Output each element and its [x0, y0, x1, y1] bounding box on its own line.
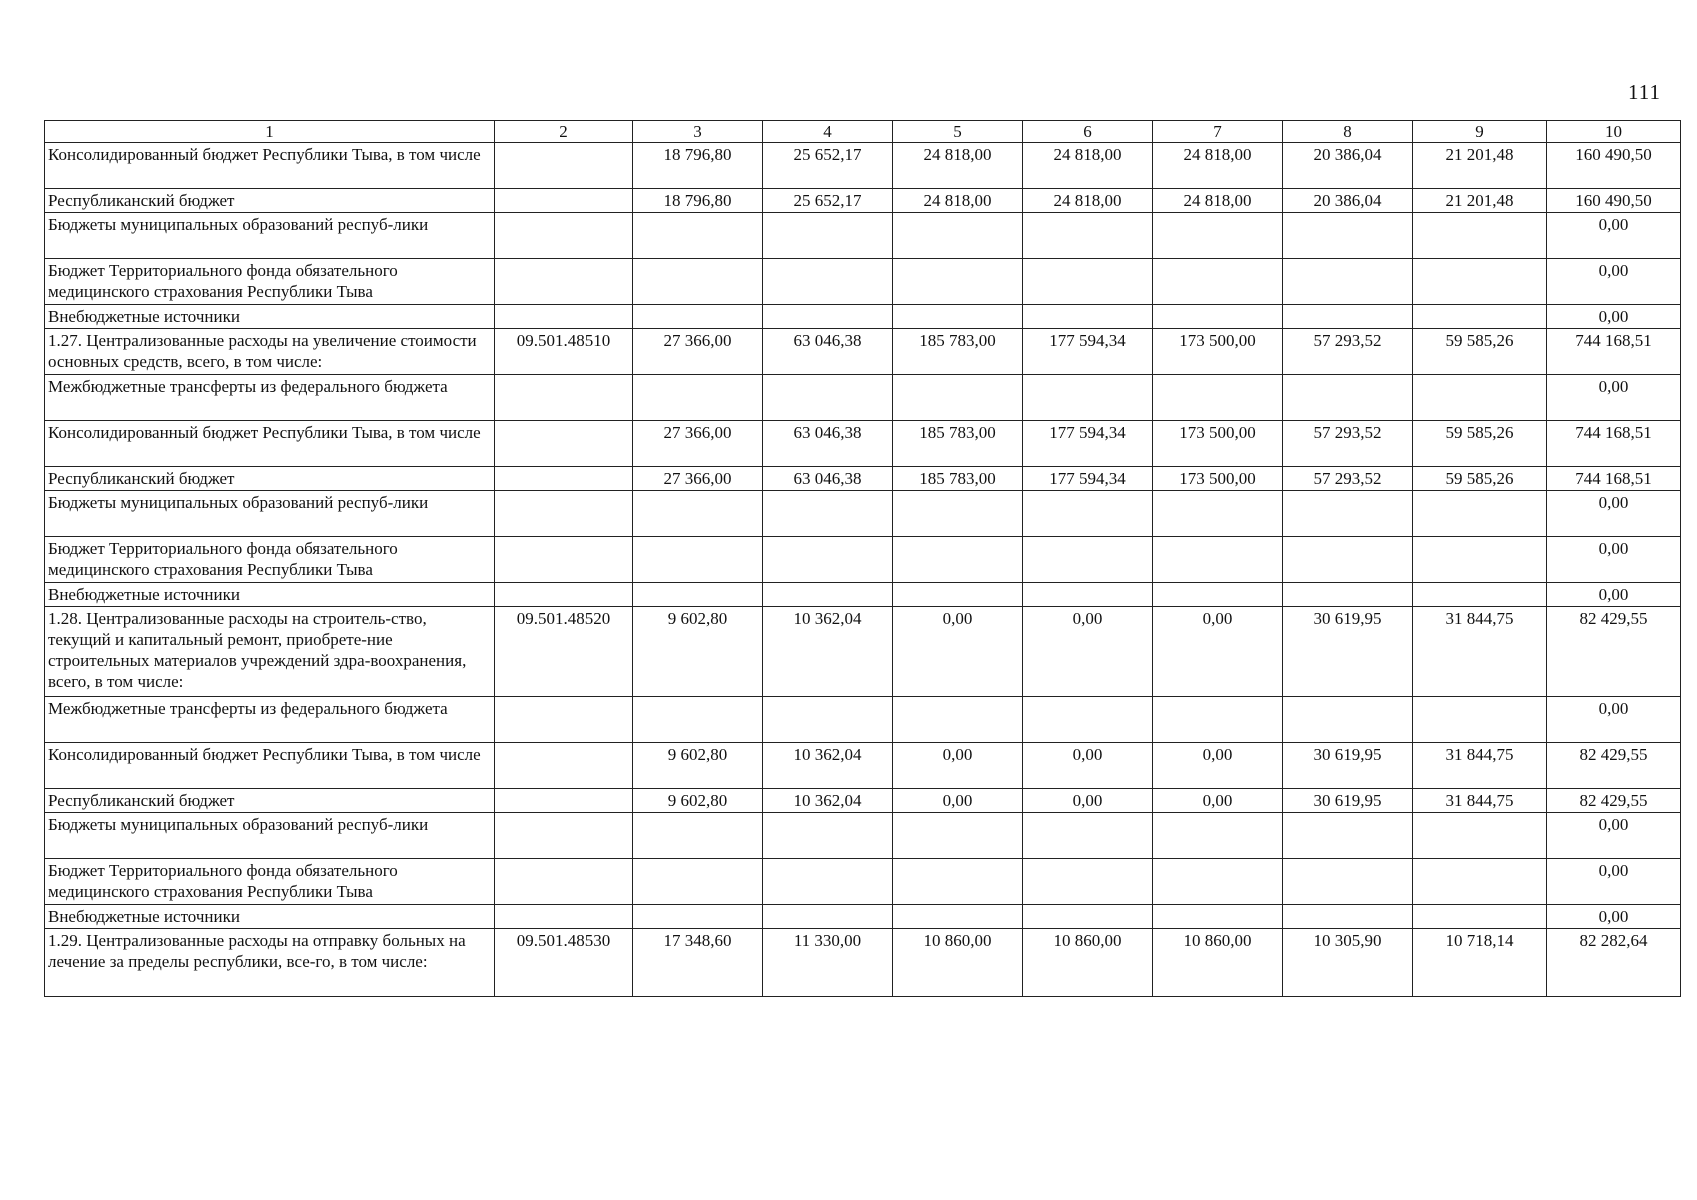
column-number: 5: [893, 121, 1023, 143]
year-value-cell: [763, 305, 893, 329]
year-value-cell: 63 046,38: [763, 421, 893, 467]
year-value-cell: 17 348,60: [633, 929, 763, 997]
row-name-cell: Бюджет Территориального фонда обязательного медицинского страхования Республики Тыва: [45, 259, 495, 305]
budget-code-cell: [495, 905, 633, 929]
row-name-cell: Внебюджетные источники: [45, 305, 495, 329]
year-value-cell: [893, 905, 1023, 929]
row-name-cell: Республиканский бюджет: [45, 789, 495, 813]
year-value-cell: [893, 583, 1023, 607]
year-value-cell: [1153, 859, 1283, 905]
year-value-cell: 31 844,75: [1413, 743, 1547, 789]
budget-code-cell: [495, 697, 633, 743]
year-value-cell: 21 201,48: [1413, 189, 1547, 213]
year-value-cell: [763, 491, 893, 537]
table-row: [45, 537, 1681, 583]
year-value-cell: [763, 813, 893, 859]
budget-code-cell: [495, 421, 633, 467]
year-value-cell: [1283, 537, 1413, 583]
year-value-cell: 0,00: [893, 789, 1023, 813]
year-value-cell: 10 362,04: [763, 789, 893, 813]
year-value-cell: [633, 537, 763, 583]
year-value-cell: 20 386,04: [1283, 189, 1413, 213]
year-value-cell: 10 362,04: [763, 743, 893, 789]
year-value-cell: [1153, 905, 1283, 929]
budget-code-cell: [495, 859, 633, 905]
table-row: [45, 789, 1681, 813]
year-value-cell: 59 585,26: [1413, 329, 1547, 375]
row-name-cell: Консолидированный бюджет Республики Тыва, в том числе: [45, 421, 495, 467]
year-value-cell: [893, 305, 1023, 329]
table-row: [45, 905, 1681, 929]
total-cell: 0,00: [1547, 259, 1681, 305]
budget-code-cell: [495, 375, 633, 421]
total-cell: 0,00: [1547, 813, 1681, 859]
year-value-cell: [633, 305, 763, 329]
year-value-cell: 10 860,00: [1153, 929, 1283, 997]
year-value-cell: [1023, 697, 1153, 743]
total-cell: 744 168,51: [1547, 421, 1681, 467]
total-cell: 0,00: [1547, 213, 1681, 259]
year-value-cell: 0,00: [1023, 607, 1153, 697]
year-value-cell: 173 500,00: [1153, 467, 1283, 491]
year-value-cell: 24 818,00: [1023, 189, 1153, 213]
total-cell: 744 168,51: [1547, 467, 1681, 491]
total-cell: 82 429,55: [1547, 743, 1681, 789]
year-value-cell: 0,00: [1023, 743, 1153, 789]
year-value-cell: [893, 859, 1023, 905]
year-value-cell: [633, 375, 763, 421]
year-value-cell: [633, 859, 763, 905]
year-value-cell: 63 046,38: [763, 467, 893, 491]
year-value-cell: [1283, 583, 1413, 607]
year-value-cell: [1283, 491, 1413, 537]
budget-code-cell: 09.501.48530: [495, 929, 633, 997]
table-row: [45, 189, 1681, 213]
year-value-cell: [763, 859, 893, 905]
column-number: 1: [45, 121, 495, 143]
column-number: 6: [1023, 121, 1153, 143]
year-value-cell: 57 293,52: [1283, 421, 1413, 467]
row-name-cell: Республиканский бюджет: [45, 467, 495, 491]
table-row: [45, 583, 1681, 607]
budget-code-cell: [495, 583, 633, 607]
year-value-cell: 24 818,00: [1153, 189, 1283, 213]
table-row: [45, 607, 1681, 697]
year-value-cell: [1283, 697, 1413, 743]
year-value-cell: [893, 537, 1023, 583]
year-value-cell: [1413, 491, 1547, 537]
budget-code-cell: [495, 789, 633, 813]
year-value-cell: [633, 813, 763, 859]
year-value-cell: 20 386,04: [1283, 143, 1413, 189]
year-value-cell: [1023, 583, 1153, 607]
table-row: [45, 467, 1681, 491]
table-row: [45, 697, 1681, 743]
year-value-cell: 24 818,00: [1023, 143, 1153, 189]
year-value-cell: 177 594,34: [1023, 467, 1153, 491]
year-value-cell: 57 293,52: [1283, 467, 1413, 491]
budget-code-cell: [495, 213, 633, 259]
year-value-cell: [1153, 213, 1283, 259]
year-value-cell: [1283, 259, 1413, 305]
table-row: [45, 421, 1681, 467]
year-value-cell: 10 305,90: [1283, 929, 1413, 997]
total-cell: 0,00: [1547, 537, 1681, 583]
year-value-cell: 30 619,95: [1283, 607, 1413, 697]
year-value-cell: 24 818,00: [893, 143, 1023, 189]
row-name-cell: Бюджеты муниципальных образований респуб-лики: [45, 813, 495, 859]
year-value-cell: [1283, 305, 1413, 329]
year-value-cell: [893, 375, 1023, 421]
year-value-cell: 10 362,04: [763, 607, 893, 697]
year-value-cell: 0,00: [1153, 789, 1283, 813]
year-value-cell: [633, 697, 763, 743]
year-value-cell: 25 652,17: [763, 143, 893, 189]
year-value-cell: [1153, 305, 1283, 329]
table-row: [45, 213, 1681, 259]
column-number: 10: [1547, 121, 1681, 143]
year-value-cell: [1023, 859, 1153, 905]
year-value-cell: 57 293,52: [1283, 329, 1413, 375]
budget-code-cell: [495, 143, 633, 189]
row-name-cell: Внебюджетные источники: [45, 583, 495, 607]
year-value-cell: 18 796,80: [633, 143, 763, 189]
budget-code-cell: [495, 537, 633, 583]
page-number: 111: [1628, 80, 1661, 104]
year-value-cell: [1413, 537, 1547, 583]
total-cell: 82 429,55: [1547, 789, 1681, 813]
table-row: [45, 259, 1681, 305]
year-value-cell: 31 844,75: [1413, 607, 1547, 697]
year-value-cell: 24 818,00: [893, 189, 1023, 213]
total-cell: 0,00: [1547, 905, 1681, 929]
year-value-cell: [1283, 813, 1413, 859]
year-value-cell: [763, 537, 893, 583]
year-value-cell: 24 818,00: [1153, 143, 1283, 189]
year-value-cell: 173 500,00: [1153, 329, 1283, 375]
year-value-cell: [1153, 375, 1283, 421]
table-row: [45, 143, 1681, 189]
year-value-cell: [633, 905, 763, 929]
year-value-cell: [1413, 859, 1547, 905]
year-value-cell: [763, 213, 893, 259]
year-value-cell: 9 602,80: [633, 789, 763, 813]
year-value-cell: [1413, 375, 1547, 421]
year-value-cell: [1153, 491, 1283, 537]
year-value-cell: 10 860,00: [893, 929, 1023, 997]
column-number: 2: [495, 121, 633, 143]
year-value-cell: [1283, 213, 1413, 259]
row-name-cell: Межбюджетные трансферты из федерального бюджета: [45, 375, 495, 421]
year-value-cell: 0,00: [1153, 743, 1283, 789]
table-row: [45, 329, 1681, 375]
year-value-cell: [893, 813, 1023, 859]
year-value-cell: 11 330,00: [763, 929, 893, 997]
row-name-cell: Бюджет Территориального фонда обязательного медицинского страхования Республики Тыва: [45, 537, 495, 583]
year-value-cell: 21 201,48: [1413, 143, 1547, 189]
year-value-cell: [1023, 259, 1153, 305]
budget-table: [44, 120, 1681, 997]
year-value-cell: 0,00: [1153, 607, 1283, 697]
row-name-cell: 1.29. Централизованные расходы на отправку больных на лечение за пределы республики, все-го, в том числе:: [45, 929, 495, 997]
year-value-cell: 0,00: [893, 743, 1023, 789]
year-value-cell: [893, 213, 1023, 259]
row-name-cell: Консолидированный бюджет Республики Тыва, в том числе: [45, 743, 495, 789]
year-value-cell: 30 619,95: [1283, 789, 1413, 813]
column-number: 9: [1413, 121, 1547, 143]
year-value-cell: [1023, 537, 1153, 583]
budget-code-cell: [495, 491, 633, 537]
total-cell: 82 282,64: [1547, 929, 1681, 997]
year-value-cell: [1153, 813, 1283, 859]
budget-code-cell: [495, 305, 633, 329]
year-value-cell: [1023, 213, 1153, 259]
total-cell: 160 490,50: [1547, 189, 1681, 213]
table-row: [45, 929, 1681, 997]
total-cell: 82 429,55: [1547, 607, 1681, 697]
year-value-cell: 59 585,26: [1413, 421, 1547, 467]
budget-code-cell: [495, 813, 633, 859]
row-name-cell: Консолидированный бюджет Республики Тыва, в том числе: [45, 143, 495, 189]
column-number: 3: [633, 121, 763, 143]
row-name-cell: Межбюджетные трансферты из федерального бюджета: [45, 697, 495, 743]
row-name-cell: Бюджет Территориального фонда обязательного медицинского страхования Республики Тыва: [45, 859, 495, 905]
year-value-cell: [1023, 905, 1153, 929]
row-name-cell: Республиканский бюджет: [45, 189, 495, 213]
year-value-cell: 10 860,00: [1023, 929, 1153, 997]
year-value-cell: [1413, 259, 1547, 305]
year-value-cell: 63 046,38: [763, 329, 893, 375]
year-value-cell: 30 619,95: [1283, 743, 1413, 789]
total-cell: 0,00: [1547, 375, 1681, 421]
year-value-cell: 31 844,75: [1413, 789, 1547, 813]
budget-code-cell: 09.501.48510: [495, 329, 633, 375]
total-cell: 0,00: [1547, 491, 1681, 537]
year-value-cell: 10 718,14: [1413, 929, 1547, 997]
total-cell: 0,00: [1547, 305, 1681, 329]
year-value-cell: [893, 697, 1023, 743]
table-row: [45, 305, 1681, 329]
year-value-cell: [633, 583, 763, 607]
row-name-cell: Бюджеты муниципальных образований респуб-лики: [45, 491, 495, 537]
year-value-cell: [763, 697, 893, 743]
table-row: [45, 813, 1681, 859]
year-value-cell: 9 602,80: [633, 607, 763, 697]
year-value-cell: [763, 375, 893, 421]
total-cell: 744 168,51: [1547, 329, 1681, 375]
year-value-cell: 25 652,17: [763, 189, 893, 213]
year-value-cell: 0,00: [893, 607, 1023, 697]
year-value-cell: [893, 259, 1023, 305]
year-value-cell: 177 594,34: [1023, 329, 1153, 375]
total-cell: 160 490,50: [1547, 143, 1681, 189]
year-value-cell: [1413, 905, 1547, 929]
year-value-cell: [1023, 305, 1153, 329]
year-value-cell: 27 366,00: [633, 421, 763, 467]
year-value-cell: [1413, 305, 1547, 329]
table-row: [45, 375, 1681, 421]
row-name-cell: Внебюджетные источники: [45, 905, 495, 929]
year-value-cell: 185 783,00: [893, 329, 1023, 375]
year-value-cell: [1413, 583, 1547, 607]
year-value-cell: [1283, 375, 1413, 421]
year-value-cell: [1023, 375, 1153, 421]
year-value-cell: 173 500,00: [1153, 421, 1283, 467]
total-cell: 0,00: [1547, 583, 1681, 607]
year-value-cell: [893, 491, 1023, 537]
year-value-cell: [763, 583, 893, 607]
column-number: 8: [1283, 121, 1413, 143]
column-number: 4: [763, 121, 893, 143]
total-cell: 0,00: [1547, 697, 1681, 743]
total-cell: 0,00: [1547, 859, 1681, 905]
year-value-cell: 185 783,00: [893, 421, 1023, 467]
year-value-cell: [763, 259, 893, 305]
year-value-cell: [1153, 583, 1283, 607]
year-value-cell: [1023, 813, 1153, 859]
budget-code-cell: 09.501.48520: [495, 607, 633, 697]
year-value-cell: [1023, 491, 1153, 537]
year-value-cell: 27 366,00: [633, 467, 763, 491]
year-value-cell: 185 783,00: [893, 467, 1023, 491]
year-value-cell: [1153, 537, 1283, 583]
year-value-cell: [1153, 697, 1283, 743]
table-row: [45, 859, 1681, 905]
budget-code-cell: [495, 259, 633, 305]
year-value-cell: [763, 905, 893, 929]
budget-code-cell: [495, 467, 633, 491]
budget-code-cell: [495, 189, 633, 213]
year-value-cell: [1153, 259, 1283, 305]
year-value-cell: [633, 259, 763, 305]
year-value-cell: [633, 491, 763, 537]
table-row: [45, 491, 1681, 537]
table-row: [45, 743, 1681, 789]
year-value-cell: 27 366,00: [633, 329, 763, 375]
year-value-cell: [633, 213, 763, 259]
row-name-cell: 1.27. Централизованные расходы на увеличение стоимости основных средств, всего, в том числе:: [45, 329, 495, 375]
row-name-cell: 1.28. Централизованные расходы на строитель-ство, текущий и капитальный ремонт, приобрете-ние строительных материалов учреждений здра-воохранения, всего, в том числе:: [45, 607, 495, 697]
column-number-row: [45, 121, 1681, 143]
column-number: 7: [1153, 121, 1283, 143]
year-value-cell: [1413, 213, 1547, 259]
year-value-cell: 177 594,34: [1023, 421, 1153, 467]
year-value-cell: [1283, 859, 1413, 905]
budget-code-cell: [495, 743, 633, 789]
year-value-cell: 0,00: [1023, 789, 1153, 813]
year-value-cell: 18 796,80: [633, 189, 763, 213]
year-value-cell: 9 602,80: [633, 743, 763, 789]
row-name-cell: Бюджеты муниципальных образований респуб-лики: [45, 213, 495, 259]
year-value-cell: 59 585,26: [1413, 467, 1547, 491]
year-value-cell: [1283, 905, 1413, 929]
year-value-cell: [1413, 697, 1547, 743]
year-value-cell: [1413, 813, 1547, 859]
